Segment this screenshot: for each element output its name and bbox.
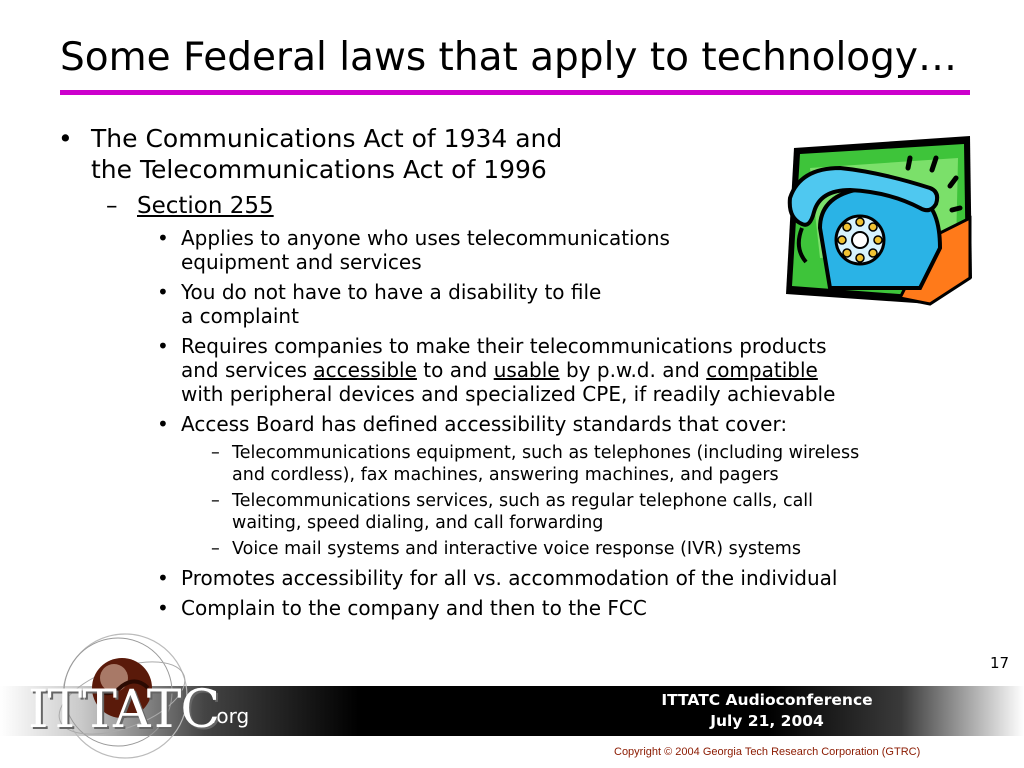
bullet-applies-line1: Applies to anyone who uses telecommunications (181, 226, 670, 250)
bullet-marker: • (157, 334, 169, 358)
sub-equipment-line2: and cordless), fax machines, answering machines, and pagers (232, 465, 779, 485)
bullet-requires-line2 (181, 358, 818, 382)
section-255-link[interactable]: Section 255 (137, 193, 274, 219)
requires-text-b: to and (416, 358, 494, 382)
sub-voicemail: Voice mail systems and interactive voice response (IVR) systems (232, 539, 801, 559)
bullet-promotes: Promotes accessibility for all vs. accommodation of the individual (181, 566, 838, 590)
compatible-link[interactable]: compatible (706, 358, 818, 382)
logo-wordmark: ITTATC (28, 680, 220, 740)
usable-link[interactable]: usable (493, 358, 560, 382)
requires-text-a: and services (181, 358, 314, 382)
sub-equipment-line1: Telecommunications equipment, such as telephones (including wireless (232, 443, 860, 463)
slide-number: 17 (990, 654, 1010, 672)
dash-marker: – (106, 193, 118, 219)
bullet-marker: • (157, 596, 169, 620)
bullet-marker: • (157, 412, 169, 436)
bullet-marker: • (157, 280, 169, 304)
bullet-requires-line1: Requires companies to make their telecommunications products (181, 334, 827, 358)
bullet-disability-line2: a complaint (181, 304, 299, 328)
bullet-complain: Complain to the company and then to the FCC (181, 596, 647, 620)
sub-services-line1: Telecommunications services, such as regular telephone calls, call (232, 491, 814, 511)
footer-caption (612, 690, 922, 732)
footer-date: July 21, 2004 (710, 712, 824, 730)
dash-marker: – (211, 491, 220, 511)
bullet-communications-act-line2: the Telecommunications Act of 1996 (91, 155, 547, 184)
accessible-link[interactable]: accessible (313, 358, 417, 382)
bullet-marker: • (58, 124, 73, 153)
footer-title: ITTATC Audioconference (661, 691, 873, 709)
slide-title: Some Federal laws that apply to technology… (60, 35, 957, 80)
title-underline (60, 90, 970, 95)
bullet-access-board: Access Board has defined accessibility standards that cover: (181, 412, 788, 436)
bullet-marker: • (157, 566, 169, 590)
telephone-icon (780, 128, 980, 308)
bullet-marker: • (157, 226, 169, 250)
requires-text-c: by p.w.d. and (559, 358, 707, 382)
bullet-disability-line1: You do not have to have a disability to file (181, 280, 602, 304)
bullet-communications-act-line1: The Communications Act of 1934 and (91, 124, 563, 153)
bullet-requires-line3: with peripheral devices and specialized CPE, if readily achievable (181, 382, 836, 406)
sub-services-line2: waiting, speed dialing, and call forwarding (232, 513, 604, 533)
bullet-applies-line2: equipment and services (181, 250, 422, 274)
dash-marker: – (211, 443, 220, 463)
logo-suffix: .org (210, 704, 250, 728)
dash-marker: – (211, 539, 220, 559)
copyright-notice: Copyright © 2004 Georgia Tech Research Corporation (GTRC) (614, 746, 921, 758)
